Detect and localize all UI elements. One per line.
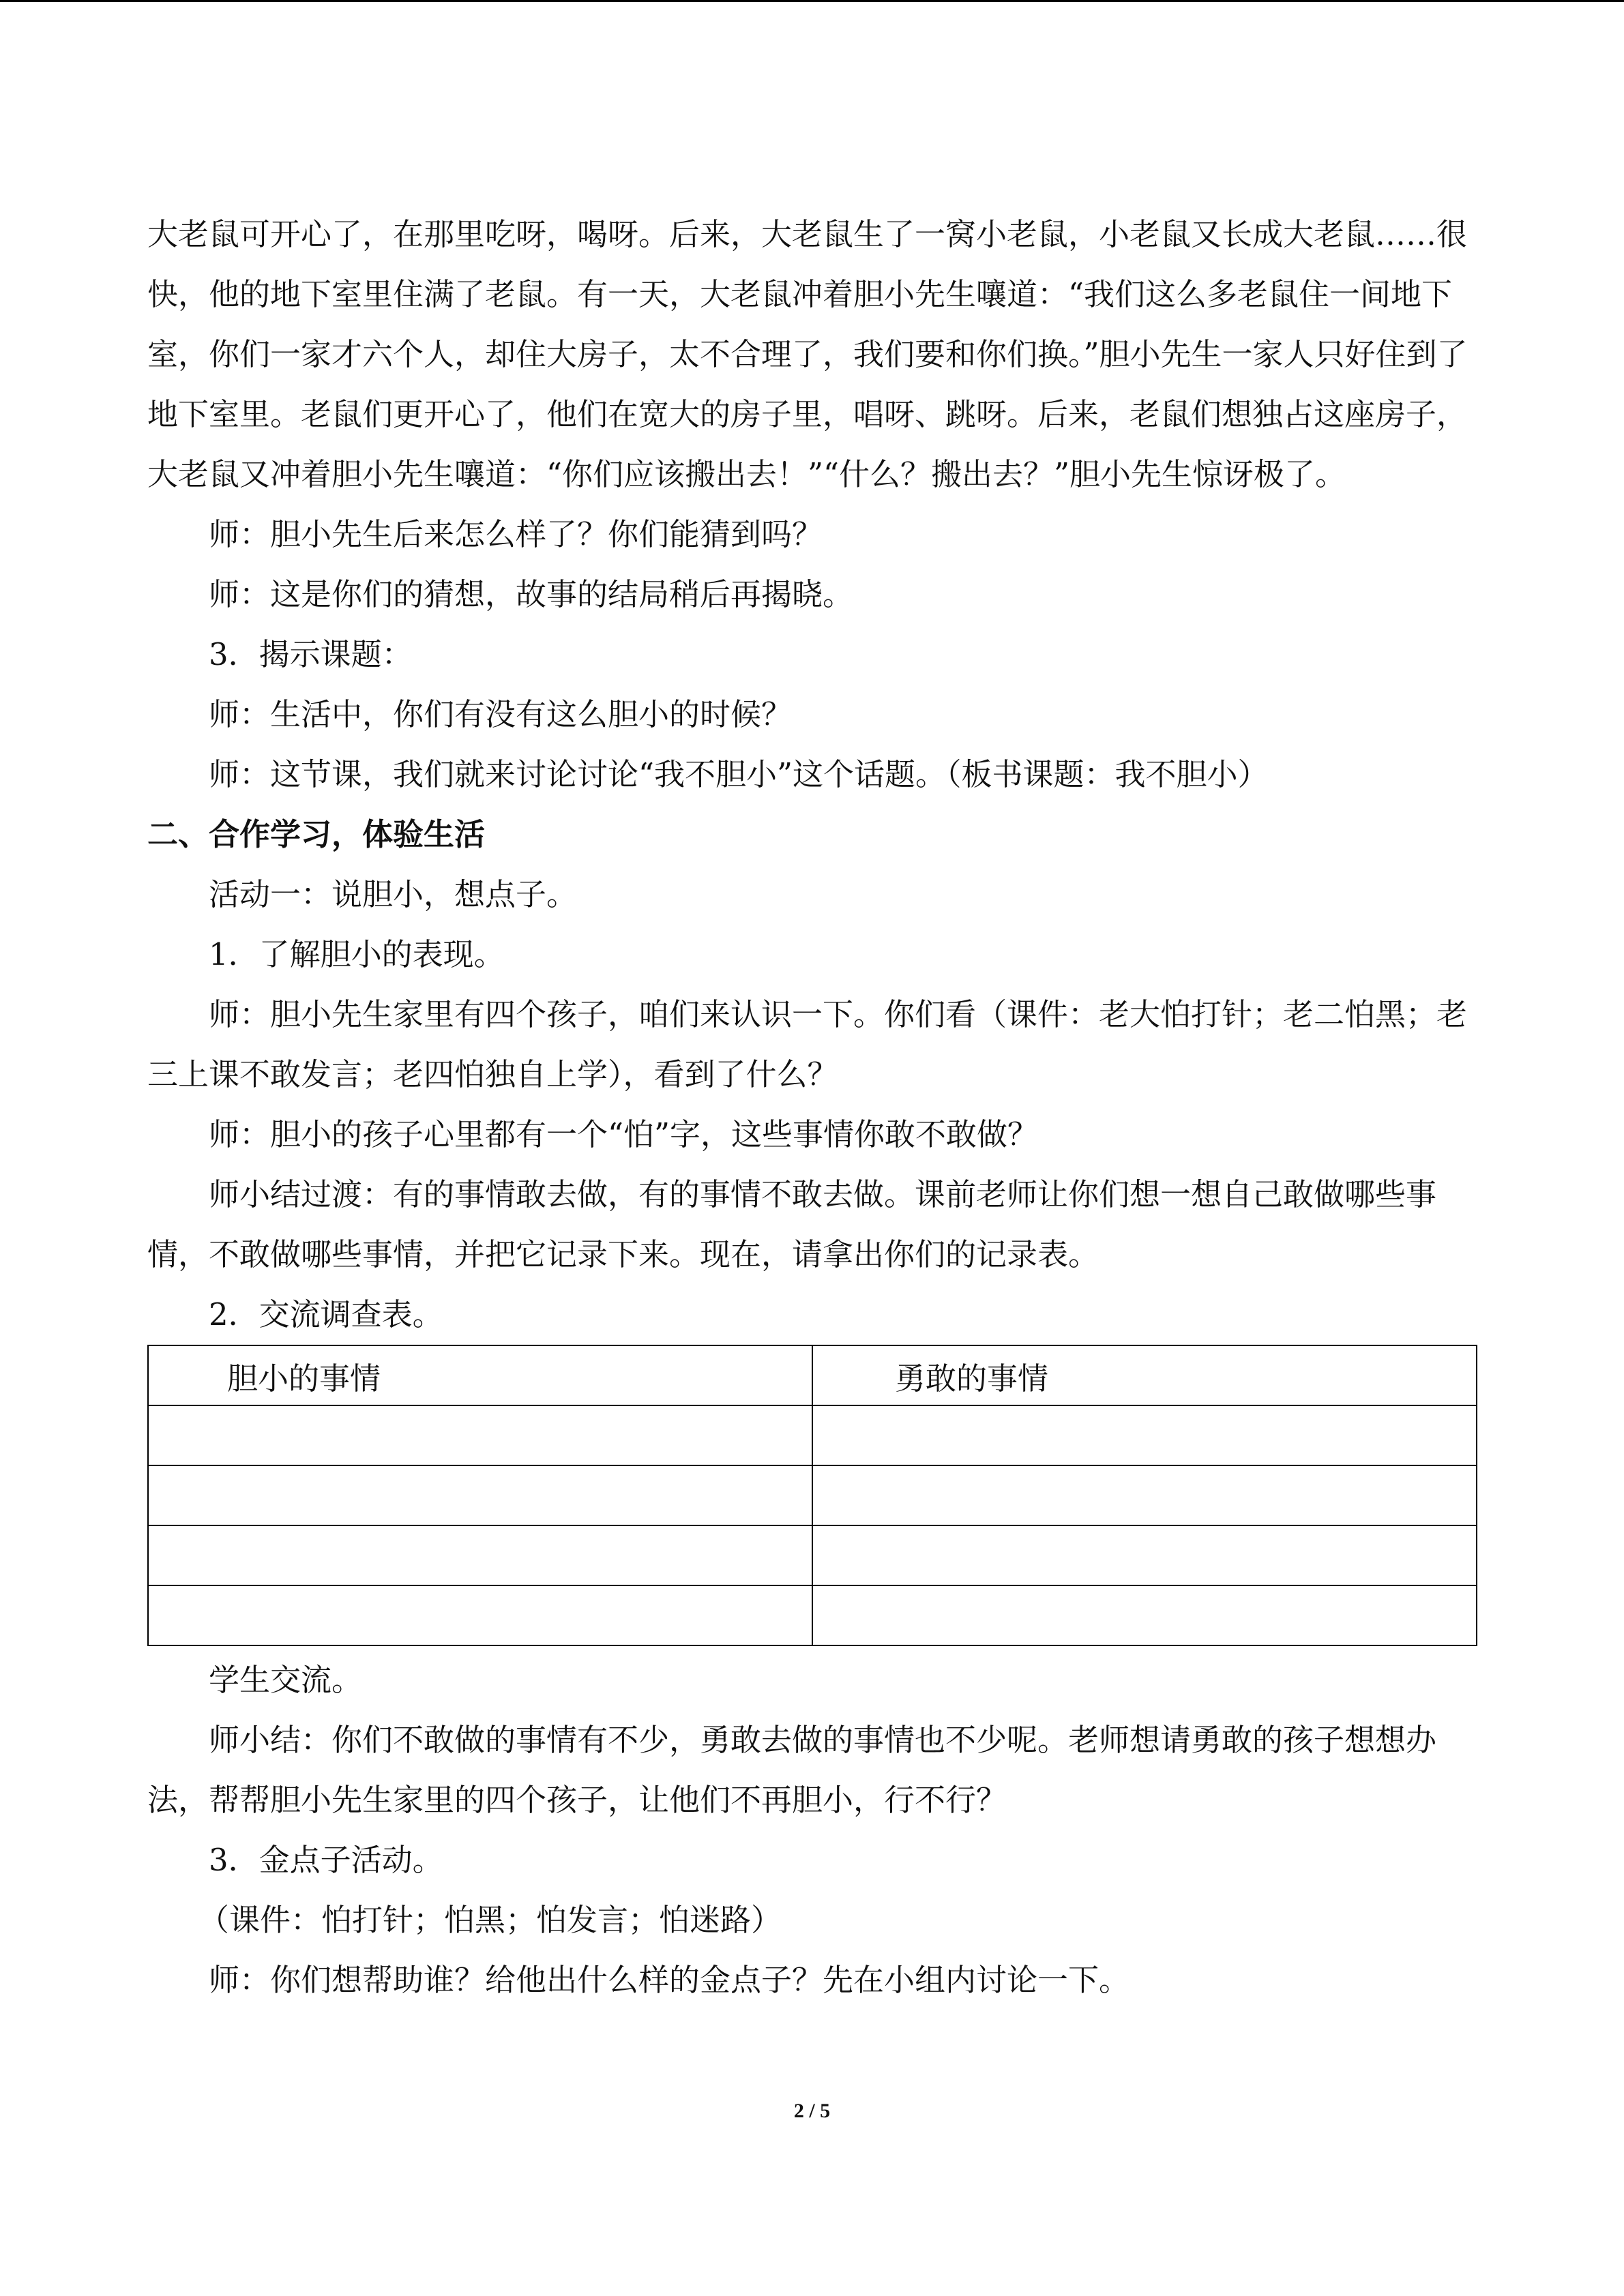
teacher-group-discussion: 师：你们想帮助谁？给他出什么样的金点子？先在小组内讨论一下。 [209,1962,1130,1998]
page-number: 2 / 5 [793,2100,831,2122]
step-golden-ideas: 3．金点子活动。 [209,1842,443,1878]
document-body [147,205,1477,2010]
table-cell [812,1525,1477,1585]
teacher-topic-intro: 师：这节课，我们就来讨论讨论“我不胆小”这个话题。（板书课题：我不胆小） [209,756,1269,792]
table-cell [148,1465,812,1525]
survey-table [147,1345,1477,1646]
section-heading-cooperative-learning: 二、合作学习，体验生活 [147,816,486,852]
table-cell [148,1405,812,1465]
step-reveal-topic: 3．揭示课题： [209,636,413,672]
table-cell [812,1405,1477,1465]
step-exchange-survey: 2．交流调查表。 [209,1296,443,1332]
table-row [148,1525,1477,1585]
header-timid-things: 胆小的事情 [148,1345,812,1405]
teacher-question-life: 师：生活中，你们有没有这么胆小的时候？ [209,696,793,732]
table-cell [812,1465,1477,1525]
teacher-summary: 师小结：你们不敢做的事情有不少，勇敢去做的事情也不少呢。老师想请勇敢的孩子想想办法，帮帮胆小先生家里的四个孩子，让他们不再胆小，行不行？ [147,1722,1437,1818]
teacher-question: 师：胆小先生后来怎么样了？你们能猜到吗？ [209,516,823,552]
teacher-transition-summary: 师小结过渡：有的事情敢去做，有的事情不敢去做。课前老师让你们想一想自己敢做哪些事情，不敢做哪些事情，并把它记录下来。现在，请拿出你们的记录表。 [147,1176,1437,1272]
step-understand-timidity: 1．了解胆小的表现。 [209,936,505,972]
table-row [148,1405,1477,1465]
story-paragraph: 大老鼠可开心了，在那里吃呀，喝呀。后来，大老鼠生了一窝小老鼠，小老鼠又长成大老鼠……很快，他的地下室里住满了老鼠。有一天，大老鼠冲着胆小先生嚷道：“我们这么多老鼠住一间地下室，你们一家才六个人，却住大房子，太不合理了，我们要和你们换。”胆小先生一家人只好住到了地下室里。老鼠们更开心了，他们在宽大的房子里，唱呀、跳呀。后来，老鼠们想独占这座房子，大老鼠又冲着胆小先生嚷道：“你们应该搬出去！”“什么？搬出去？”胆小先生惊讶极了。 [147,216,1468,492]
activity-one-title: 活动一：说胆小，想点子。 [209,876,578,912]
table-cell [148,1525,812,1585]
teacher-remark: 师：这是你们的猜想，故事的结局稍后再揭晓。 [209,576,854,612]
teacher-fear-word: 师：胆小的孩子心里都有一个“怕”字，这些事情你敢不敢做？ [209,1116,1039,1152]
header-brave-things: 勇敢的事情 [812,1345,1477,1405]
teacher-four-children: 师：胆小先生家里有四个孩子，咱们来认识一下。你们看（课件：老大怕打针；老二怕黑；老三上课不敢发言；老四怕独自上学），看到了什么？ [147,996,1468,1092]
students-exchange: 学生交流。 [209,1662,363,1698]
top-border-line [0,0,1624,2]
table-row [148,1585,1477,1645]
table-cell [148,1585,812,1645]
table-header-row [148,1345,1477,1405]
table-row [148,1465,1477,1525]
courseware-note: （课件：怕打针；怕黑；怕发言；怕迷路） [198,1902,782,1938]
table-cell [812,1585,1477,1645]
